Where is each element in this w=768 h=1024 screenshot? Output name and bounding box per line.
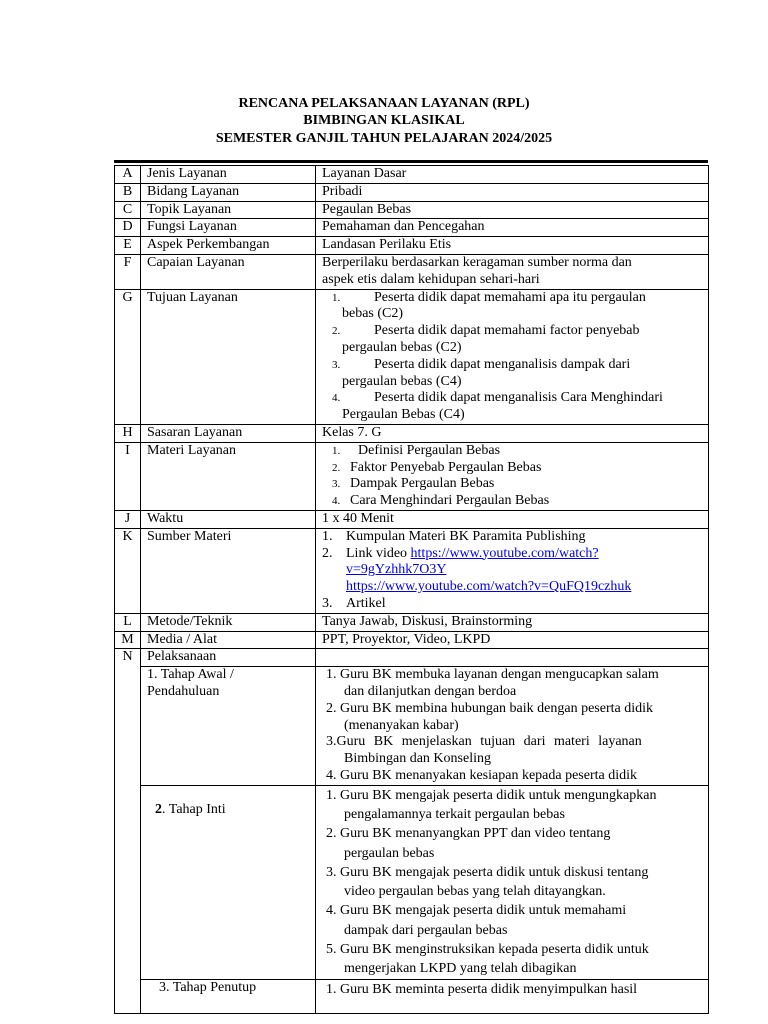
row-d [115,219,709,237]
row-value: Kelas 7. G [316,424,709,442]
row-label: Sasaran Layanan [141,424,316,442]
step-item [326,667,702,684]
row-code-empty [115,979,141,1013]
row-label: Media / Alat [141,631,316,649]
step-item [326,980,702,999]
item-text-cont: pergaulan bebas [344,845,435,861]
item-text: Peserta didik dapat memahami factor penyebab [374,323,640,339]
item-number: 2. [322,545,333,561]
item-number: 1. [326,981,337,997]
stage-steps [316,785,709,979]
row-value: 1 x 40 Menit [316,510,709,528]
row-code: C [115,201,141,219]
item-number: 1. [322,528,333,544]
row-label: Sumber Materi [141,528,316,613]
step-item [326,734,702,751]
item-text: Peserta didik dapat memahami apa itu pergaulan [374,289,646,305]
objective-item [322,323,702,340]
row-code: D [115,219,141,237]
video-link-1[interactable]: https://www.youtube.com/watch? [410,545,599,561]
item-text: Link video [346,545,411,561]
item-number: 3. [326,864,337,880]
item-text: Artikel [346,595,386,611]
step-item [326,768,702,785]
row-code: E [115,237,141,255]
item-text-cont: Pergaulan Bebas (C4) [342,407,465,423]
item-number: 3. [332,358,341,371]
item-text-cont: pengalamannya terkait pergaulan bebas [344,806,565,822]
row-label: Tujuan Layanan [141,289,316,424]
row-value [316,289,709,424]
item-text-cont: pergaulan bebas (C2) [342,339,462,355]
row-code: K [115,528,141,613]
item-text: Guru BK membina hubungan baik dengan peserta didik [340,700,653,716]
item-text: Guru BK mengajak peserta didik untuk diskusi tentang [340,864,649,880]
row-c [115,201,709,219]
item-number: 4. [332,495,341,508]
row-f [115,254,709,289]
rpl-table [114,165,709,1014]
step-item [326,940,702,959]
item-text-cont: video pergaulan bebas yang telah ditayangkan. [344,884,606,900]
item-text: Kumpulan Materi BK Paramita Publishing [346,528,586,544]
item-text: Guru BK mengajak peserta didik untuk memahami [340,903,627,919]
value-line: Berperilaku berdasarkan keragaman sumber norma dan [322,254,632,270]
video-link-1-cont[interactable] [322,562,702,579]
step-item [326,901,702,920]
stage-steps [316,667,709,786]
item-text-cont: bebas (C2) [342,306,404,322]
item-text-cont: Bimbingan dan Konseling [344,751,491,767]
row-code: H [115,424,141,442]
row-code: N [115,649,141,667]
row-code: J [115,510,141,528]
video-link-1-tail[interactable]: v=9gYzhhk7O3Y [346,562,447,578]
row-value: PPT, Proyektor, Video, LKPD [316,631,709,649]
objective-item [322,390,702,407]
row-n [115,649,709,667]
stage-label [141,785,316,979]
source-item [322,529,702,546]
stage-label: 3. Tahap Penutup [141,979,316,1013]
header-rule [114,160,708,163]
item-number: 3. [326,734,337,750]
item-text: Guru BK menanyangkan PPT dan video tentang [340,826,611,842]
item-number: 1. [332,444,341,457]
step-item [326,824,702,843]
row-label: Bidang Layanan [141,183,316,201]
item-number: 4. [326,767,337,783]
row-value [316,649,709,667]
row-j [115,510,709,528]
item-text: Guru BK menanyakan kesiapan kepada peserta didik [340,767,638,783]
material-item [322,460,702,477]
item-text-cont: pergaulan bebas (C4) [342,373,462,389]
item-text: Faktor Penyebab Pergaulan Bebas [350,459,542,475]
source-item [322,546,702,563]
stage-label-line: 1. Tahap Awal / [147,667,234,683]
row-label: Jenis Layanan [141,166,316,184]
item-text: Dampak Pergaulan Bebas [350,476,495,492]
row-label: Metode/Teknik [141,613,316,631]
row-tahap-awal [115,667,709,786]
row-value: Pribadi [316,183,709,201]
row-label: Materi Layanan [141,442,316,510]
row-code: B [115,183,141,201]
row-i [115,442,709,510]
item-number: 2. [332,461,341,474]
item-number: 2. [326,826,337,842]
item-text-cont: mengerjakan LKPD yang telah dibagikan [344,961,577,977]
video-link-2-wrap[interactable] [322,579,702,596]
objective-item [322,290,702,307]
item-text-cont: (menanyakan kabar) [344,717,459,733]
item-text: Peserta didik dapat menganalisis dampak dari [374,356,631,372]
item-number: 1. [332,291,341,304]
item-text-cont: dan dilanjutkan dengan berdoa [344,683,517,699]
item-text: Guru BK menjelaskan tujuan dari materi layanan [336,734,642,750]
stage-steps [316,979,709,1013]
objective-item [322,357,702,374]
stage-label [141,667,316,786]
row-value [316,442,709,510]
row-code: L [115,613,141,631]
video-link-2[interactable]: https://www.youtube.com/watch?v=QuFQ19czhuk [346,579,632,595]
item-number: 2. [332,325,341,338]
row-label: Waktu [141,510,316,528]
row-label: Pelaksanaan [141,649,316,667]
row-value: Tanya Jawab, Diskusi, Brainstorming [316,613,709,631]
item-text: Definisi Pergaulan Bebas [358,442,501,458]
row-code: M [115,631,141,649]
row-value: Layanan Dasar [316,166,709,184]
value-line: aspek etis dalam kehidupan sehari-hari [322,271,540,287]
item-text: Guru BK membuka layanan dengan mengucapkan salam [340,667,659,683]
row-h [115,424,709,442]
document-subtitle: BIMBINGAN KLASIKAL [303,113,465,128]
row-label: Aspek Perkembangan [141,237,316,255]
step-item [326,786,702,805]
row-label: Topik Layanan [141,201,316,219]
item-number: 1. [326,667,337,683]
row-label: Fungsi Layanan [141,219,316,237]
item-number: 4. [326,903,337,919]
row-code: F [115,254,141,289]
row-b [115,183,709,201]
material-item [322,443,702,460]
step-item [326,863,702,882]
item-text: Guru BK menginstruksikan kepada peserta didik untuk [340,942,649,958]
stage-label-line: Pendahuluan [147,683,220,699]
material-item [322,476,702,493]
item-number: 2. [326,700,337,716]
row-k [115,528,709,613]
row-value: Pemahaman dan Pencegahan [316,219,709,237]
row-e [115,237,709,255]
row-label: Capaian Layanan [141,254,316,289]
item-number: 5. [326,942,337,958]
document-title: RENCANA PELAKSANAAN LAYANAN (RPL) [238,96,530,111]
row-code-empty [115,785,141,979]
source-item [322,596,702,613]
row-tahap-penutup [115,979,709,1013]
item-number: 4. [332,392,341,405]
item-number: 3. [322,595,333,611]
row-code: G [115,289,141,424]
row-l [115,613,709,631]
item-text: Peserta didik dapat menganalisis Cara Menghindari [374,390,663,406]
item-text: Guru BK mengajak peserta didik untuk mengungkapkan [340,787,657,803]
item-text-cont: dampak dari pergaulan bebas [344,922,508,938]
row-code: A [115,166,141,184]
row-m [115,631,709,649]
row-code: I [115,442,141,510]
row-code-empty [115,667,141,786]
material-item [322,493,702,510]
row-value: Landasan Perilaku Etis [316,237,709,255]
row-g [115,289,709,424]
stage-number: 2 [155,801,162,817]
document-semester: SEMESTER GANJIL TAHUN PELAJARAN 2024/2025 [215,131,553,146]
item-number: 1. [326,787,337,803]
row-value [316,528,709,613]
row-value [316,254,709,289]
row-value: Pegaulan Bebas [316,201,709,219]
stage-label-text: . Tahap Inti [162,801,226,817]
row-a [115,166,709,184]
row-tahap-inti [115,785,709,979]
item-number: 3. [332,478,341,491]
item-text: Guru BK meminta peserta didik menyimpulkan hasil [340,981,638,997]
item-text: Cara Menghindari Pergaulan Bebas [350,493,550,509]
step-item [326,701,702,718]
